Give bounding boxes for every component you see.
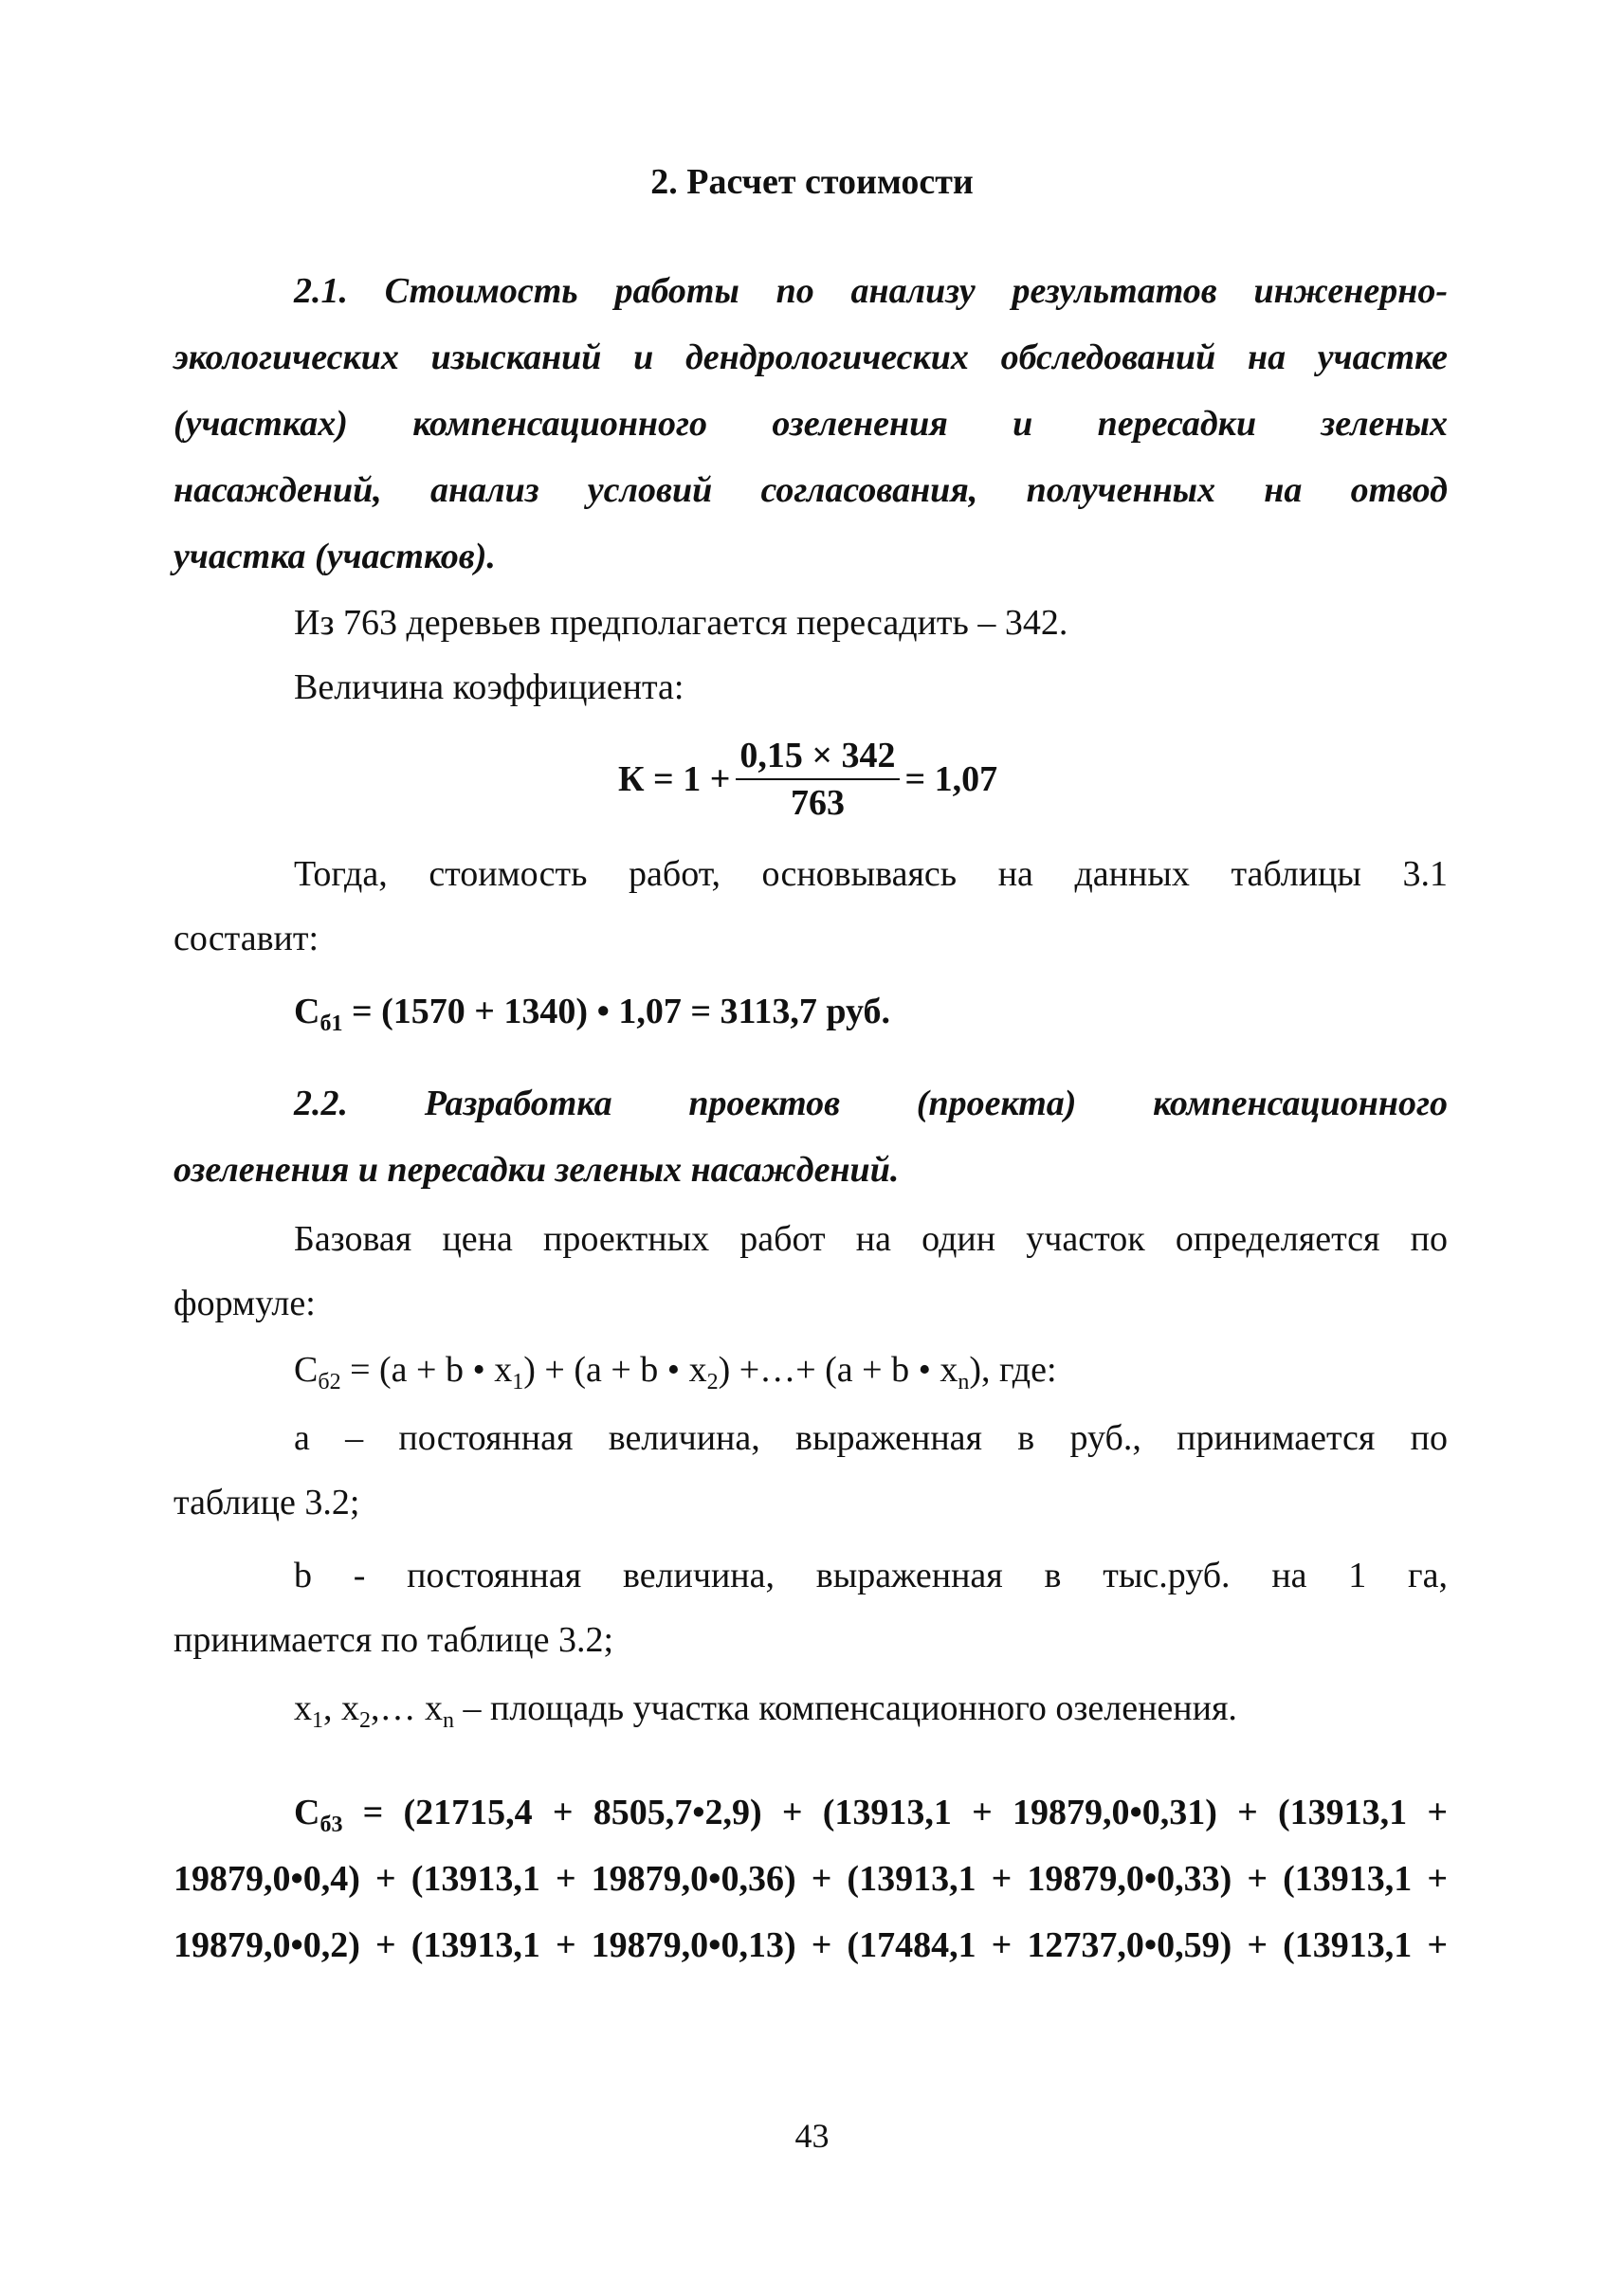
- definition-b-line-1: b - постоянная величина, выраженная в тыс.руб. на 1 га,: [294, 1556, 1448, 1595]
- paragraph-base-price-line-1: Базовая цена проектных работ на один участок определяется по: [294, 1219, 1448, 1259]
- definition-x-part-1: x: [294, 1688, 312, 1728]
- formula-c63-body-1: = (21715,4 + 8505,7•2,9) + (13913,1 + 19879,0•0,31) + (13913,1 +: [342, 1793, 1448, 1832]
- subsection-2-1-line-3: (участках) компенсационного озеленения и пересадки зеленых: [173, 404, 1448, 444]
- definition-x-sub-1: 1: [312, 1708, 323, 1733]
- page-number: 43: [794, 2117, 830, 2155]
- formula-k-lhs: К = 1 +: [618, 759, 731, 799]
- formula-c62-symbol: С: [294, 1350, 319, 1390]
- paragraph-cost-line-1: Тогда, стоимость работ, основываясь на данных таблицы 3.1: [294, 854, 1448, 894]
- subsection-2-2-line-2: озеленения и пересадки зеленых насаждений.: [173, 1150, 900, 1190]
- paragraph-coefficient: Величина коэффициента:: [294, 667, 684, 707]
- definition-x: [294, 1687, 1237, 1733]
- formula-k: [618, 735, 997, 824]
- formula-c63-sub: б3: [319, 1813, 343, 1837]
- definition-b-line-2: принимается по таблице 3.2;: [173, 1620, 613, 1660]
- formula-c62: [294, 1349, 1057, 1394]
- paragraph-base-price-line-2: формуле:: [173, 1284, 316, 1323]
- definition-a-line-2: таблице 3.2;: [173, 1483, 360, 1522]
- formula-c63-line-2: 19879,0•0,4) + (13913,1 + 19879,0•0,36) + (13913,1 + 19879,0•0,33) + (13913,1 +: [173, 1859, 1448, 1899]
- subsection-2-1-line-5: участка (участков).: [173, 537, 496, 576]
- subsection-2-1-line-1: 2.1. Стоимость работы по анализу результатов инженерно-: [294, 271, 1448, 311]
- formula-c62-sub-2: 2: [706, 1370, 719, 1394]
- formula-c61-symbol: С: [294, 992, 320, 1031]
- formula-c62-part-2: ) + (a + b • x: [523, 1350, 707, 1390]
- formula-k-fraction: [736, 735, 899, 824]
- subsection-2-2-line-1: 2.2. Разработка проектов (проекта) компенсационного: [294, 1084, 1448, 1123]
- subsection-2-1-line-2: экологических изысканий и дендрологических обследований на участке: [173, 337, 1448, 377]
- definition-a-line-1: а – постоянная величина, выраженная в руб., принимается по: [294, 1418, 1448, 1458]
- formula-c61: [294, 991, 891, 1036]
- definition-x-part-2: , x: [323, 1688, 359, 1728]
- formula-c62-sub-n: n: [958, 1370, 970, 1394]
- formula-c63-line-1: [294, 1792, 1448, 1837]
- definition-x-sub-n: n: [443, 1708, 454, 1733]
- definition-x-part-3: ,… x: [371, 1688, 443, 1728]
- definition-x-sub-2: 2: [359, 1708, 371, 1733]
- section-heading: 2. Расчет стоимости: [650, 162, 974, 202]
- formula-c63-symbol: С: [294, 1793, 320, 1832]
- formula-c63-line-3: 19879,0•0,2) + (13913,1 + 19879,0•0,13) + (17484,1 + 12737,0•0,59) + (13913,1 +: [173, 1925, 1448, 1965]
- paragraph-trees: Из 763 деревьев предполагается пересадить – 342.: [294, 603, 1068, 643]
- formula-c62-part-4: ), где:: [969, 1350, 1057, 1390]
- formula-c61-body: = (1570 + 1340) • 1,07 = 3113,7 руб.: [342, 992, 891, 1031]
- formula-k-rhs: = 1,07: [904, 759, 998, 799]
- formula-c62-part-1: = (a + b • x: [340, 1350, 513, 1390]
- formula-c62-part-3: ) +…+ (a + b • x: [718, 1350, 958, 1390]
- paragraph-cost-line-2: составит:: [173, 919, 319, 958]
- formula-k-numerator: 0,15 × 342: [736, 735, 899, 780]
- definition-x-part-4: – площадь участка компенсационного озеленения.: [454, 1688, 1237, 1728]
- formula-c61-sub: б1: [319, 1011, 343, 1036]
- formula-k-denominator: 763: [790, 783, 845, 823]
- subsection-2-1-line-4: насаждений, анализ условий согласования, полученных на отвод: [173, 470, 1448, 510]
- formula-c62-sub-1: 1: [512, 1370, 524, 1394]
- formula-c62-sub: б2: [318, 1370, 341, 1394]
